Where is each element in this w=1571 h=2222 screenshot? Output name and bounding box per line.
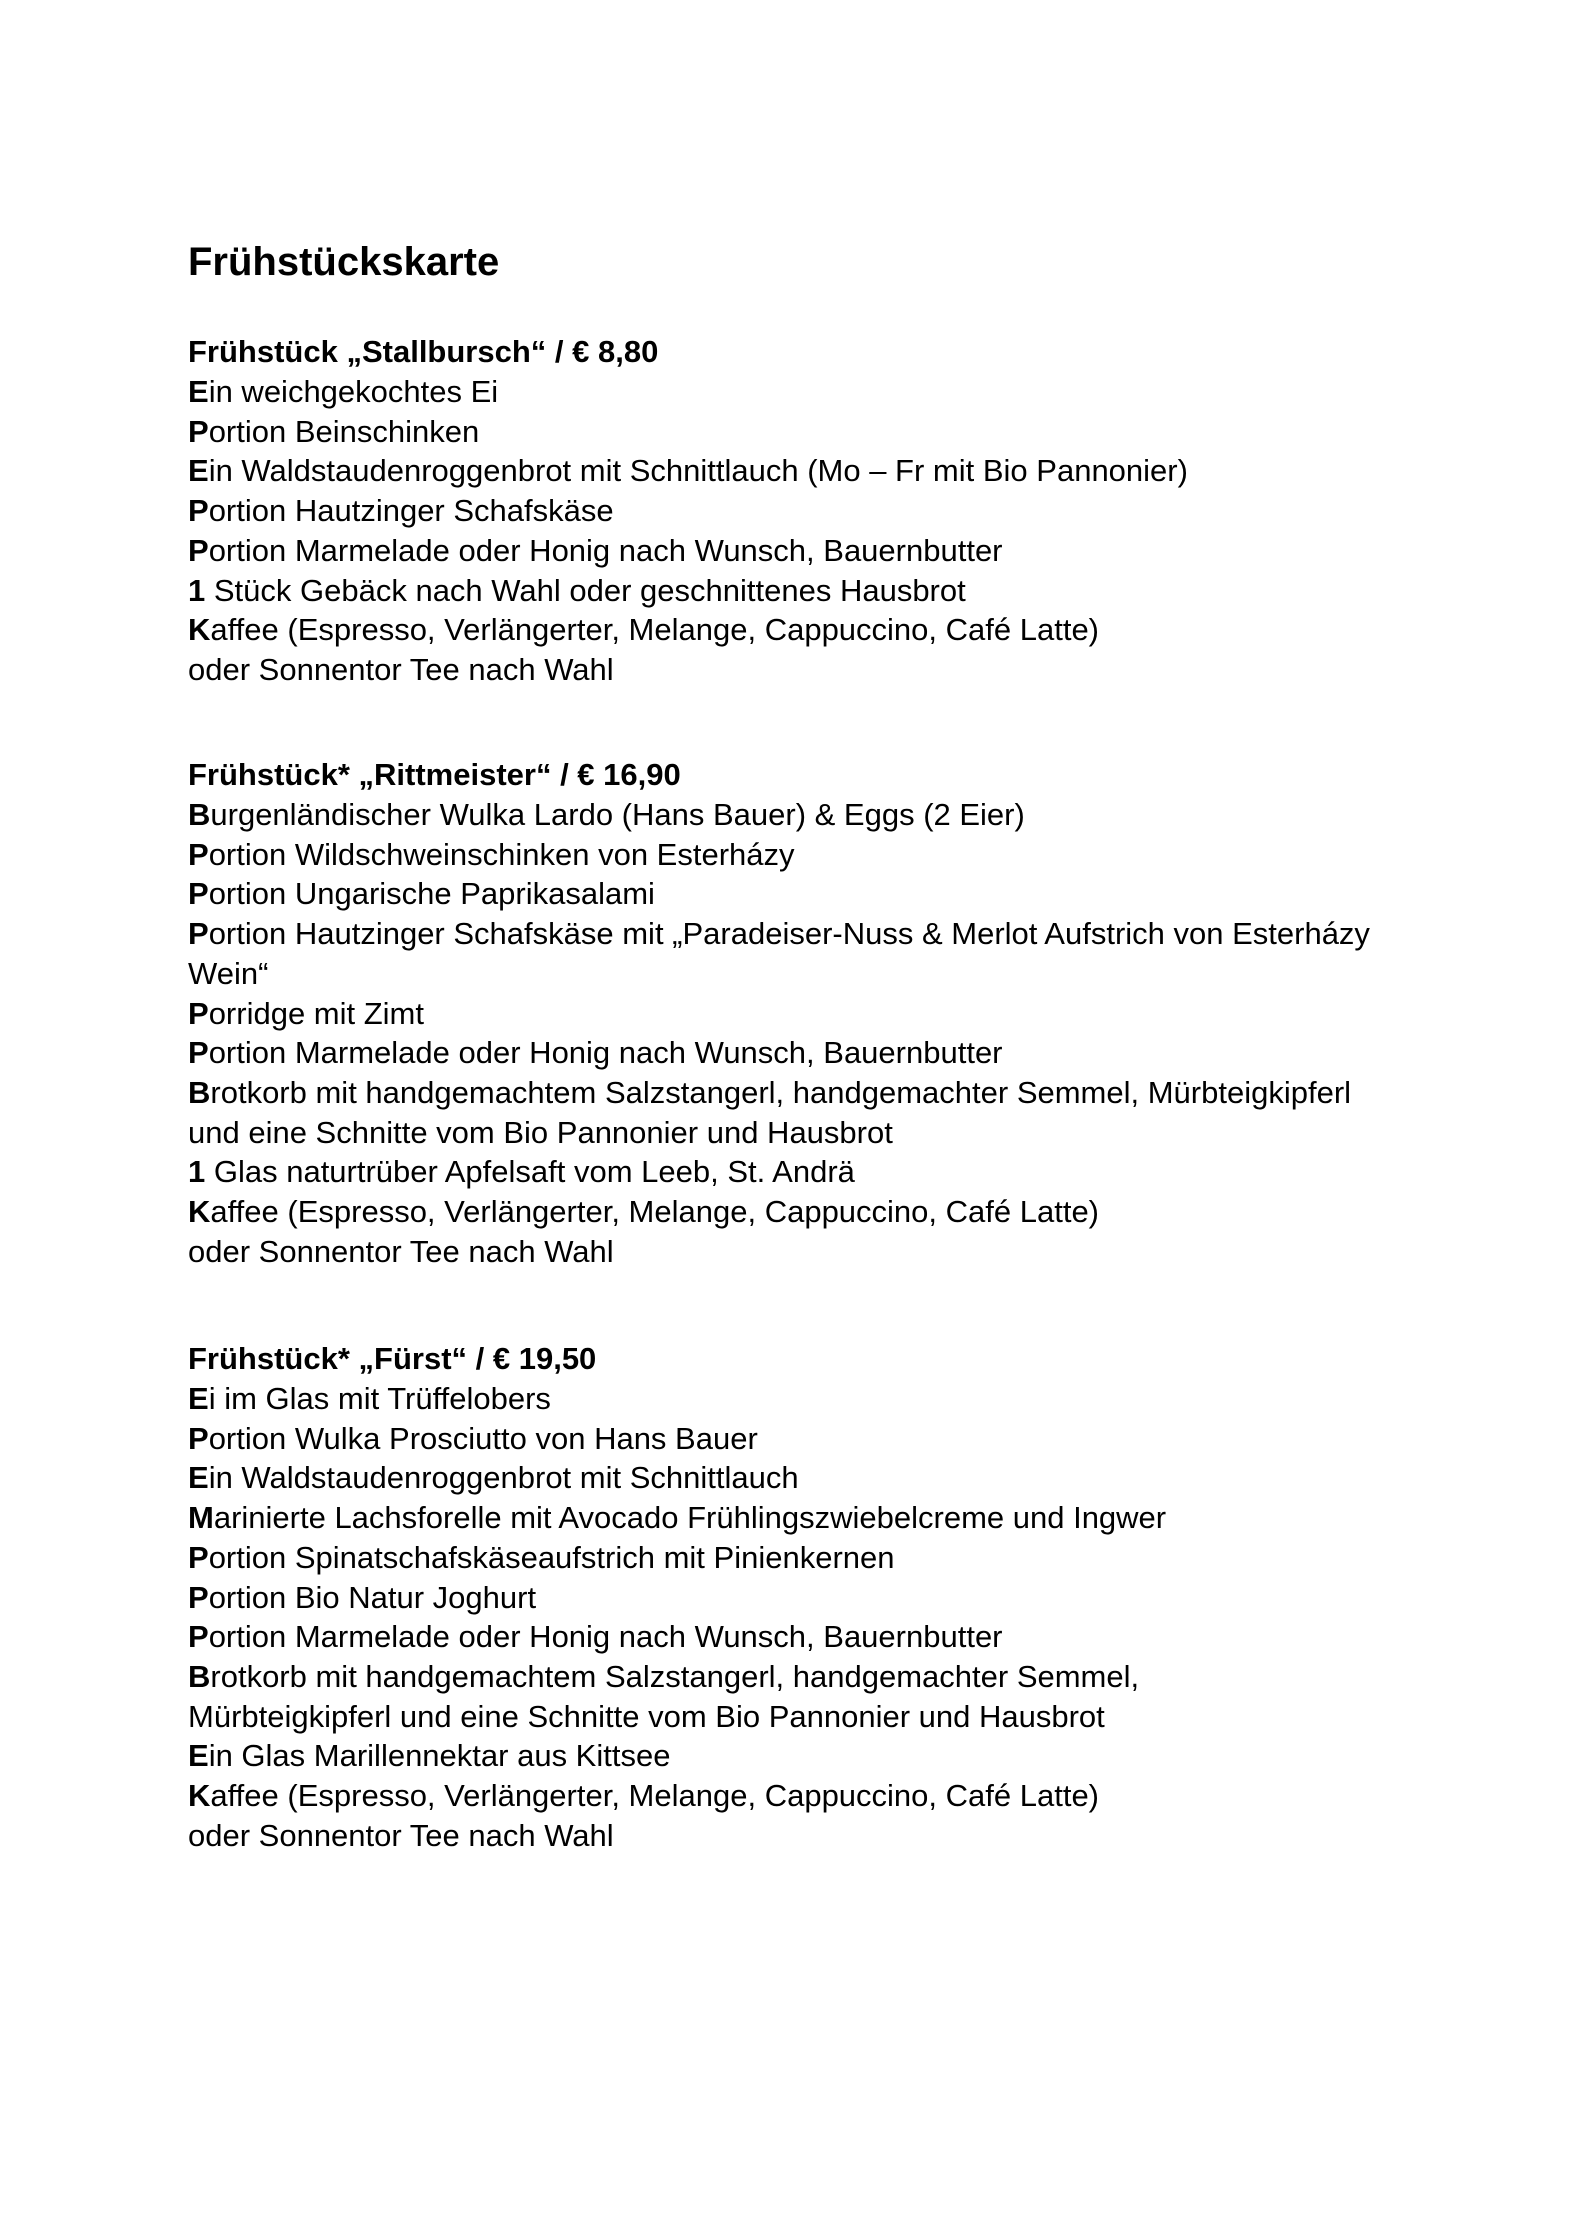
- item-text: ortion Wulka Prosciutto von Hans Bauer: [208, 1420, 758, 1456]
- item-initial: M: [188, 1500, 214, 1536]
- item-list: [188, 795, 1488, 1271]
- item-text: in weichgekochtes Ei: [208, 374, 499, 409]
- item-initial: 1: [188, 572, 206, 608]
- menu-item-line: [188, 1617, 1488, 1657]
- item-text: ortion Hautzinger Schafskäse mit „Paradeiser-Nuss & Merlot Aufstrich von Esterházy: [208, 916, 1370, 952]
- menu-item-line: [188, 874, 1488, 914]
- menu-item-line: [188, 1816, 1488, 1856]
- menu-item-line: [188, 835, 1488, 875]
- item-initial: P: [188, 1539, 209, 1575]
- item-initial: E: [188, 453, 209, 489]
- item-initial: K: [188, 612, 211, 648]
- menu-item-line: [188, 1498, 1488, 1538]
- item-initial: P: [188, 413, 209, 449]
- item-initial: P: [188, 876, 209, 912]
- menu-item-line: [188, 1113, 1488, 1153]
- item-initial: P: [188, 532, 209, 568]
- menu-item-line: [188, 1578, 1488, 1618]
- menu-item-line: [188, 1697, 1488, 1737]
- item-text: oder Sonnentor Tee nach Wahl: [188, 1233, 614, 1269]
- menu-section-fuerst: [188, 1339, 1488, 1855]
- menu-section-stallbursch: [188, 332, 1488, 690]
- menu-item-line: [188, 994, 1488, 1034]
- item-text: urgenländischer Wulka Lardo (Hans Bauer) & Eggs (2 Eier): [210, 797, 1025, 832]
- item-initial: P: [188, 1579, 209, 1615]
- item-text: oder Sonnentor Tee nach Wahl: [188, 1817, 614, 1853]
- item-initial: E: [188, 374, 209, 409]
- item-initial: P: [188, 1035, 209, 1071]
- item-text: ortion Spinatschafskäseaufstrich mit Pinienkernen: [208, 1539, 895, 1575]
- menu-item-line: [188, 1657, 1488, 1697]
- menu-item-line: [188, 1073, 1488, 1113]
- menu-item-line: [188, 1776, 1488, 1816]
- item-text: ortion Wildschweinschinken von Esterházy: [208, 836, 795, 872]
- item-text: ortion Marmelade oder Honig nach Wunsch, Bauernbutter: [208, 1619, 1003, 1655]
- item-text: arinierte Lachsforelle mit Avocado Frühlingszwiebelcreme und Ingwer: [213, 1500, 1167, 1536]
- item-initial: E: [188, 1381, 209, 1416]
- menu-item-line: [188, 491, 1488, 531]
- item-text: ortion Hautzinger Schafskäse: [208, 493, 614, 529]
- item-list: [188, 1379, 1488, 1855]
- menu-item-line: [188, 1419, 1488, 1459]
- section-title: Frühstück* „Rittmeister“ / € 16,90: [188, 757, 681, 792]
- item-text: ortion Ungarische Paprikasalami: [208, 876, 655, 912]
- item-initial: B: [188, 1074, 211, 1110]
- item-initial: E: [188, 1738, 209, 1774]
- item-initial: B: [188, 1658, 211, 1694]
- item-initial: K: [188, 1194, 211, 1230]
- menu-item-line: [188, 610, 1488, 650]
- menu-item-line: [188, 372, 1488, 412]
- item-text: in Waldstaudenroggenbrot mit Schnittlauch (Mo – Fr mit Bio Pannonier): [208, 453, 1188, 489]
- item-text: i im Glas mit Trüffelobers: [208, 1381, 551, 1416]
- section-title: Frühstück „Stallbursch“ / € 8,80: [188, 334, 659, 369]
- item-text: ortion Marmelade oder Honig nach Wunsch, Bauernbutter: [208, 1035, 1003, 1071]
- item-initial: P: [188, 493, 209, 529]
- item-text: affee (Espresso, Verlängerter, Melange, Cappuccino, Café Latte): [210, 1778, 1100, 1814]
- item-text: ortion Marmelade oder Honig nach Wunsch, Bauernbutter: [208, 532, 1003, 568]
- item-list: [188, 372, 1488, 690]
- menu-item-line: [188, 1232, 1488, 1272]
- item-text: affee (Espresso, Verlängerter, Melange, Cappuccino, Café Latte): [210, 612, 1100, 648]
- item-text: Glas naturtrüber Apfelsaft vom Leeb, St. Andrä: [205, 1154, 855, 1190]
- item-text: Wein“: [188, 955, 269, 991]
- item-initial: P: [188, 836, 209, 872]
- item-initial: P: [188, 1420, 209, 1456]
- menu-item-line: [188, 1192, 1488, 1232]
- item-initial: E: [188, 1460, 209, 1496]
- item-text: rotkorb mit handgemachtem Salzstangerl, handgemachter Semmel,: [210, 1658, 1140, 1694]
- item-initial: K: [188, 1778, 211, 1814]
- item-text: und eine Schnitte vom Bio Pannonier und Hausbrot: [188, 1114, 893, 1150]
- item-text: in Waldstaudenroggenbrot mit Schnittlauch: [208, 1460, 799, 1496]
- menu-item-line: [188, 954, 1488, 994]
- item-text: affee (Espresso, Verlängerter, Melange, Cappuccino, Café Latte): [210, 1194, 1100, 1230]
- item-text: ortion Bio Natur Joghurt: [208, 1579, 537, 1615]
- page-title: Frühstückskarte: [188, 240, 500, 284]
- item-text: rotkorb mit handgemachtem Salzstangerl, handgemachter Semmel, Mürbteigkipferl: [210, 1074, 1352, 1110]
- section-title: Frühstück* „Fürst“ / € 19,50: [188, 1341, 597, 1376]
- menu-item-line: [188, 531, 1488, 571]
- item-text: Mürbteigkipferl und eine Schnitte vom Bio Pannonier und Hausbrot: [188, 1698, 1105, 1734]
- item-initial: P: [188, 995, 209, 1031]
- item-initial: P: [188, 1619, 209, 1655]
- menu-item-line: [188, 1379, 1488, 1419]
- item-text: ortion Beinschinken: [208, 413, 480, 449]
- menu-item-line: [188, 795, 1488, 835]
- menu-item-line: [188, 1152, 1488, 1192]
- menu-item-line: [188, 412, 1488, 452]
- item-initial: 1: [188, 1154, 206, 1190]
- menu-item-line: [188, 451, 1488, 491]
- menu-item-line: [188, 1458, 1488, 1498]
- menu-item-line: [188, 1538, 1488, 1578]
- menu-section-rittmeister: [188, 755, 1488, 1271]
- item-text: in Glas Marillennektar aus Kittsee: [208, 1738, 671, 1774]
- menu-item-line: [188, 1736, 1488, 1776]
- item-initial: P: [188, 916, 209, 952]
- item-text: Stück Gebäck nach Wahl oder geschnittenes Hausbrot: [205, 572, 966, 608]
- menu-item-line: [188, 650, 1488, 690]
- item-text: oder Sonnentor Tee nach Wahl: [188, 651, 614, 687]
- menu-item-line: [188, 571, 1488, 611]
- item-text: orridge mit Zimt: [208, 995, 424, 1031]
- menu-item-line: [188, 914, 1488, 954]
- item-initial: B: [188, 797, 211, 832]
- menu-item-line: [188, 1033, 1488, 1073]
